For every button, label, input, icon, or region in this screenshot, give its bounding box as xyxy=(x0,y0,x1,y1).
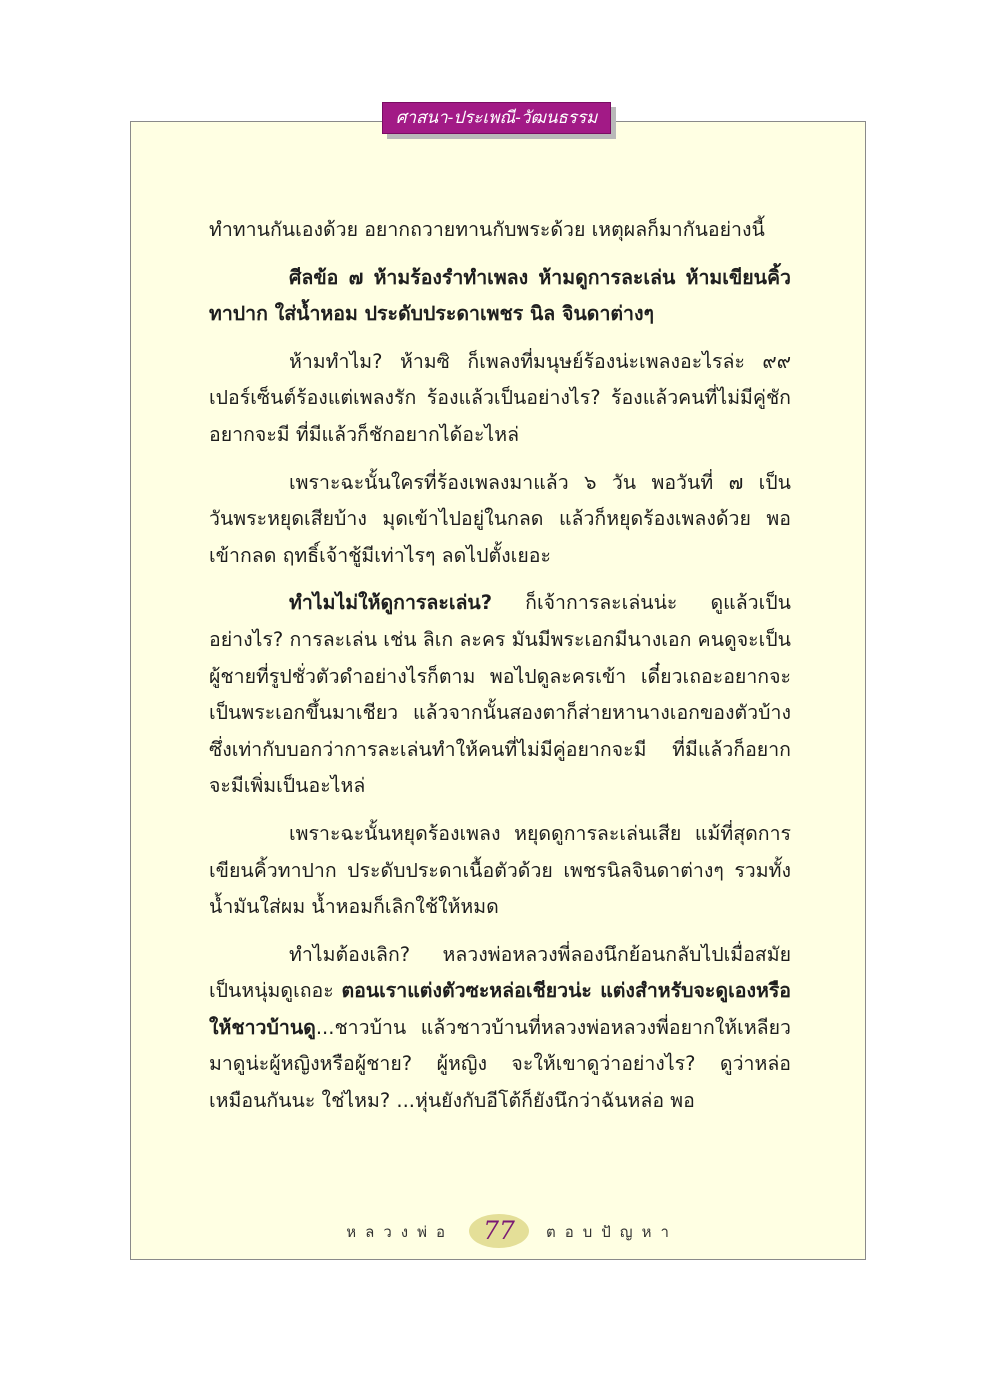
paragraph-2 xyxy=(209,260,791,333)
paragraph-4: เพราะฉะนั้นใครที่ร้องเพลงมาแล้ว ๖ วัน พอวันที่ ๗ เป็นวันพระหยุดเสียบ้าง มุดเข้าไปอยู่ในกลด แล้วก็หยุดร้องเพลงด้วย พอเข้ากลด ฤทธิ์เจ้าชู้มีเท่าไรๆ ลดไปตั้งเยอะ xyxy=(209,470,791,567)
paragraph-1: ทำทานกันเองด้วย อยากถวายทานกับพระด้วย เหตุผลก็มากันอย่างนี้ xyxy=(209,218,765,241)
section-header: ศาสนา-ประเพณี-วัฒนธรรม xyxy=(382,102,611,134)
question-heading: ทำไมไม่ให้ดูการละเล่น? xyxy=(289,591,493,615)
paragraph-6: เพราะฉะนั้นหยุดร้องเพลง หยุดดูการละเล่นเสีย แม้ที่สุดการเขียนคิ้วทาปาก ประดับประดาเนื้อตัวด้วย เพชรนิลจินดาต่างๆ รวมทั้งน้ำมันใส่ผม น้ำหอมก็เลิกใช้ให้หมด xyxy=(209,821,791,919)
paragraph-7-text-a: ทำไมต้องเลิก? หลวงพ่อหลวงพี่ลองนึกย้อนกลับไปเมื่อสมัยเป็นหนุ่มดูเถอะ xyxy=(209,942,791,1003)
footer-book-title-right: ตอบปัญหา xyxy=(546,1223,678,1241)
paragraph-5 xyxy=(209,585,791,805)
paragraph-5-text: ก็เจ้าการละเล่นน่ะ ดูแล้วเป็นอย่างไร? การละเล่น เช่น ลิเก ละคร มันมีพระเอกมีนางเอก คนดูจะเป็นผู้ชายที่รูปชั่วตัวดำอย่างไรก็ตาม พอไปดูละครเข้า เดี๋ยวเถอะอยากจะเป็นพระเอกขึ้นมาเชียว แล้วจากนั้นสองตาก็ส่ายหานางเอกของตัวบ้าง ซึ่งเท่ากับบอกว่าการละเล่นทำให้คนที่ไม่มีคู่อยากจะมี ที่มีแล้วก็อยากจะมีเพิ่มเป็นอะไหล่ xyxy=(209,591,791,798)
body-text xyxy=(209,212,791,1131)
footer-book-title-left: หลวงพ่อ xyxy=(346,1223,454,1241)
paragraph-3: ห้ามทำไม? ห้ามซิ ก็เพลงที่มนุษย์ร้องน่ะเพลงอะไรล่ะ ๙๙ เปอร์เซ็นต์ร้องแต่เพลงรัก ร้องแล้วเป็นอย่างไร? ร้องแล้วคนที่ไม่มีคู่ชักอยากจะมี ที่มีแล้วก็ชักอยากได้อะไหล่ xyxy=(209,349,791,446)
paragraph-7-emphasis: ตอนเราแต่งตัวซะหล่อเชียวน่ะ แต่งสำหรับจะดูเองหรือให้ชาวบ้านดู xyxy=(209,979,791,1039)
page-footer xyxy=(200,1212,800,1252)
paragraph-7-text-b: ...ชาวบ้าน แล้วชาวบ้านที่หลวงพ่อหลวงพี่อยากให้เหลียวมาดูน่ะผู้หญิงหรือผู้ชาย? ผู้หญิง จะให้เขาดูว่าอย่างไร? ดูว่าหล่อเหมือนกันนะ ใช่ไหม? ...หุ่นยังกับอีโต้ก็ยังนึกว่าฉันหล่อ พอ xyxy=(209,1015,791,1113)
precept-heading: ศีลข้อ ๗ ห้ามร้องรำทำเพลง ห้ามดูการละเล่น ห้ามเขียนคิ้วทาปาก ใส่น้ำหอม ประดับประดาเพชร นิล จินดาต่างๆ xyxy=(209,265,791,326)
page-number: 77 xyxy=(469,1214,529,1248)
paragraph-7 xyxy=(209,937,791,1120)
